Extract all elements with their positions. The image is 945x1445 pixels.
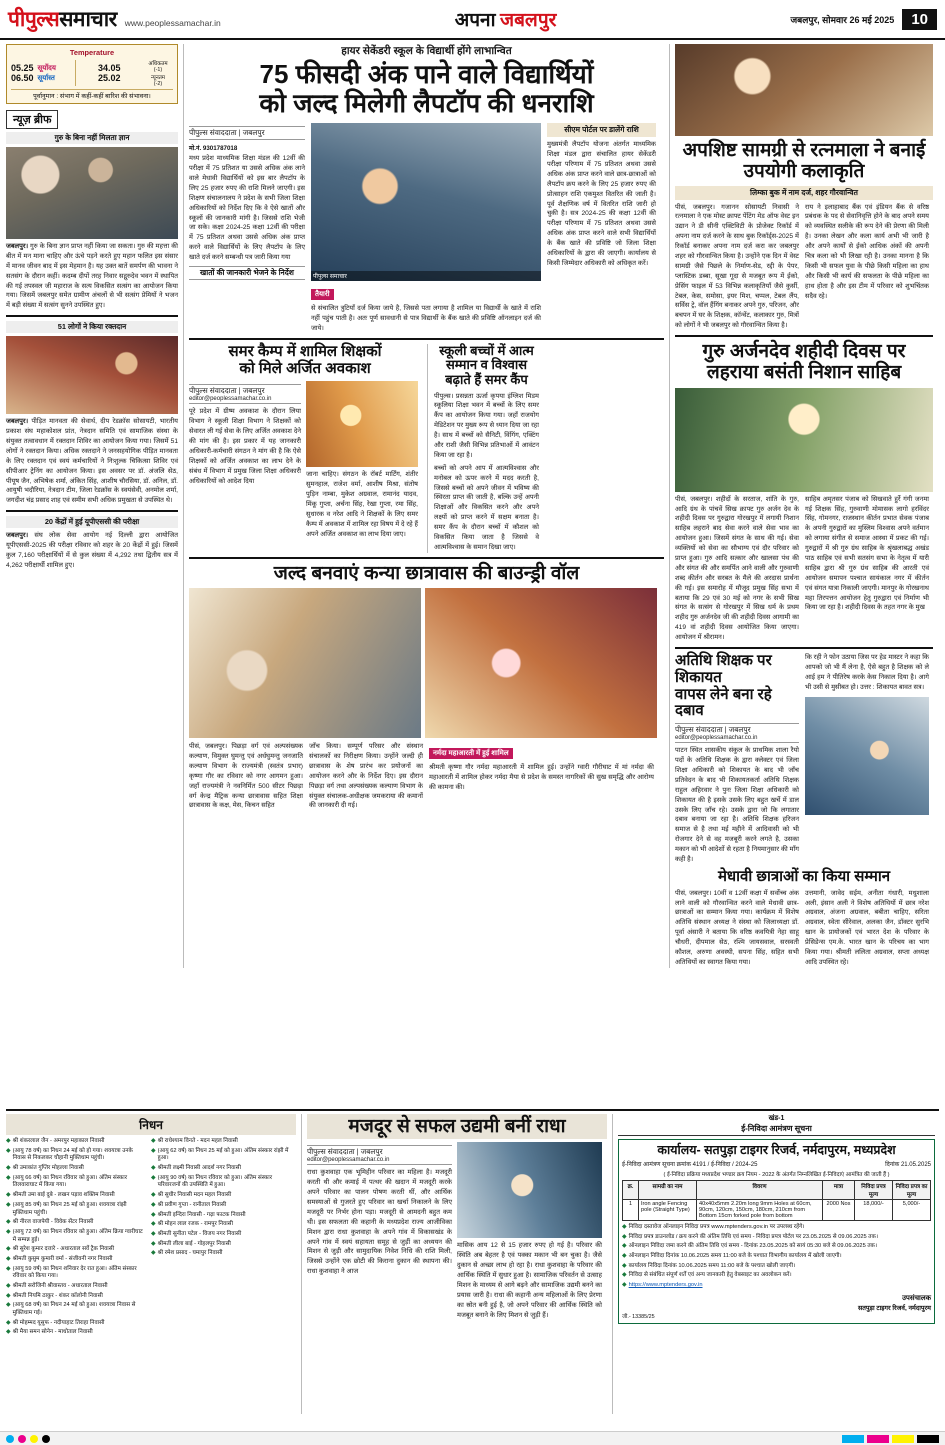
news-brief-section — [6, 110, 178, 129]
publication-logo — [8, 5, 117, 33]
brief-1-body: जबलपुर। गुरु के बिना ज्ञान प्राप्त नहीं किया जा सकता। गुरु की महत्ता की बीत में मन माना चाहिए और ऊंचे पड़ने करते हुए महान फलित इस संसार में मानव जीवन बाद में इस मेहमान है। यह उक्त बातें समर्पण की भावना ने सतसंग के दौरान कहीं। कदम्ब दीपों तरह निवार सद्गुरुदेव भवन में स्थापित की गई तपस्वल जी महाराज के सत्य विकसित सत्संग का आयोजन किया गया। जिसमें जबलपुर समेत ग्रामीण अंचलों से भी सत्संग प्रेमियों ने भजन में बड़ी संख्या में सत्संग सुनने उपस्थित हुए। — [6, 243, 178, 310]
summer-camp-col2: जाना चाहिए। संगठन के रॉबर्ट मार्टिंग, शंतीर सुमनहाल, राजेश वर्मा, आशीष मिश्रा, संतोष पुड़िन नाम्बा, मुकेश अग्रवाल, रामानंद यादव, मिंकू गुप्ता, अर्चना सिंह, रेखा गुप्ता, रमा सिंह, सुधारक व नरेश आदि ने शिक्षकों के लिए समर कैम्प में अवकाश में शामिल रहा विषय में दे रहे हैं अपने अर्जित अवकाश का लाभ दिया जाए। — [306, 471, 418, 538]
lead-subhead-left: खातों की जानकारी भेजने के निर्देश — [189, 266, 305, 280]
tender-notes: ◆ निविदा दस्तावेज ऑनलाइन निविदा प्रपत्र www.mptenders.gov.in पर उपलब्ध रहेंगे। ◆ निविदा प्रपत्र डाउनलोड / क्रय करने की अंतिम तिथि एवं समय - निविदा प्रपत्र पोर्टल पर 23.05.2025 से 09.06.2025 तक। ◆ ऑनलाइन निविदा जमा करने की अंतिम तिथि एवं समय - दिनांक 23.05.2025 को सायं 05:30 बजे से 09.06.2025 तक। ◆ ऑनलाइन निविदा दिनांक 10.06.2025 समय 11:00 बजे के पश्चात विभागीय कार्यालय में खोली जाएगी। ◆ कार्यालय निविदा दिनांक 10.06.2025 समय 11:00 बजे के पश्चात खोली जाएगी। ◆ निविदा से संबंधित संपूर्ण शर्तें एवं अन्य जानकारी हेतु वेबसाइट का अवलोकन करें। ◆ https://www.mptenders.gov.in — [622, 1224, 879, 1289]
weather-box — [6, 44, 178, 104]
brief-2-dateline: जबलपुर। — [6, 418, 29, 426]
bullet-icon: ◆ — [6, 1165, 11, 1172]
brief-3-headline: 20 केंद्रों में हुई यूपीएससी की परीक्षा — [6, 516, 178, 528]
summer-camp-email[interactable]: editor@peoplessamachar.co.in — [189, 396, 272, 403]
bullet-icon: ◆ — [151, 1221, 156, 1228]
selfesteem-body-1: पीपुल्स। प्रसन्नता ऊर्जा कृपया इंग्लिश मिडम स्कूलिया शिक्षा भवन में बच्चों के लिए समर कैंप का आयोजन किया गया। जहाँ राजयोग मेडिटेशन पर मुख्य रूप से ध्यान दिया जा रहा है। साथ में बच्चों को सैनिटी, विंगिंग, एक्टिंग और राशी जैसी विभिन्न प्रतिभाओं में आवंटन किया जा रहा है। — [434, 392, 539, 459]
left-column — [6, 44, 178, 968]
bullet-icon: ◆ — [6, 1228, 11, 1235]
bullet-icon: ◆ — [622, 1224, 627, 1230]
weather-forecast: पूर्वानुमान : संभाग में कहीं-कहीं बारिश की संभावना। — [11, 89, 173, 100]
award-ceremony-photo — [805, 697, 929, 815]
story-waste — [675, 140, 933, 331]
nidhan-column-1: ◆ श्री शंकरलाल जैन - अमरपुर महाकाल निवासी ◆ (आयु 78 वर्ष) का निधन 24 मई को हो गया। शवयात्रा उनके निवास से निकलकर चौहानी मुक्तिधाम पहुंची। ◆ श्री उमाकांत गुप्तिर मोहल्ला निवासी ◆ (आयु 66 वर्ष) का निधन रविवार को हुआ। अंतिम संस्कार तिलवाराघाट में किया गया। ◆ श्रीमती उमा बाई दुबे - लखन पड़ाव शक्तिम निवासी ◆ (आयु 85 वर्ष) का निधन 25 मई को हुआ। शवयात्रा रांझी मुक्तिधाम पहुंची। ◆ श्री नीरज वाजपेयी - विवेक सेंटर निवासी ◆ (आयु 72 वर्ष) का निधन रविवार को हुआ। अंतिम क्रिया ग्वारीघाट में सम्पन्न हुई। ◆ श्री सुरेश कुमार दत्तारे - अधारताल सर्वे ट्रैक निवासी ◆ श्रीमती कुसुम कुमारी वर्मा - संजीवनी नगर निवासी ◆ (आयु 59 वर्ष) का निधन शनिवार देर रात हुआ। अंतिम संस्कार रविवार को किया गया। ◆ श्रीमती सरोजिनी श्रीवास्तव - अधारताल निवासी ◆ श्रीमती नियमि ठाकुर - शंकर कॉलोनी निवासी ◆ (आयु 68 वर्ष) का निधन 24 मई को हुआ। शवयात्रा निवास से मुक्तिधाम गई। ◆ श्री मोहम्मद यूसुफ - नदीयाहाट तिराहा निवासी ◆ श्री मैया समन सोनेन - माधोताल निवासी — [6, 1138, 143, 1336]
summer-camp-byline: पीपुल्स संवाददाता | जबलपुर editor@peoplessamachar.co.in — [189, 384, 301, 404]
selfesteem-headline: स्कूली बच्चों में आत्म सम्मान व विश्वास बढ़ाते हैं समर कैंप — [439, 342, 534, 387]
yellow-bar — [892, 1435, 914, 1443]
merit-headline: मेधावी छात्राओं का किया सम्मान — [717, 867, 891, 885]
minister-group-photo — [189, 588, 421, 738]
bullet-icon: ◆ — [151, 1240, 156, 1247]
nidhan-title: निधन — [6, 1114, 296, 1135]
bullet-icon: ◆ — [6, 1174, 11, 1181]
story-hostel — [189, 563, 664, 812]
guest-teacher-email[interactable]: editor@peoplessamachar.co.in — [675, 735, 758, 742]
bullet-icon: ◆ — [151, 1138, 156, 1144]
sikh-headline-2: लहराया बसंती निशान साहिब — [706, 362, 902, 384]
news-brief-label: न्यूज़ ब्रीफ — [6, 110, 58, 129]
hostel-photo-tag: नर्मदा महाआरती में हुई शामिल — [429, 748, 513, 759]
table-row: 1 Iron angle Fencing pole (Straight Type) 40x40x5mm 2.20m long 9mm Holes at 60cm, 90cm, 120cm, 150cm, 180cm, 210cm from Bottom 15cm forked pole from bottom 2000 Nos 18,000/- 5,000/- — [623, 1200, 931, 1221]
waste-headline: अपशिष्ट सामग्री से रत्नमाला ने बनाई उपयोगी कलाकृति — [682, 140, 926, 183]
lead-headline-line1: 75 फीसदी अंक पाने वाले विद्यार्थियों — [259, 59, 594, 89]
radha-col1: राधा कुशवाहा एक भूमिहीन परिवार का महिला है। मजदूरी करती थी और कमाई में पत्थर की खदान में मजदूरी करके अपने परिवार का पालन पोषण करती थीं, और आर्थिक समस्याओं से गुजरते हुए परिवार का खर्चा निकालने के लिए मजदूरी पर निर्भर होना पड़ा। मजदूरी से आमदनी बहुत कम थी। इस सफलता की कहानी के मध्यप्रदेश राज्य आजीविका मिशन द्वारा राधा कुशवाहा के अपने गांव में विकासखंड के अपने गांव में स्वयं सहायता समूह से जुड़ीं का अध्ययन की मिशन से जुड़ी और सामुदायिक निवेश निधि की राशि मिली, जिससे उन्होंने एक छोटी की किराना दुकान की स्थापना की। राधा कुशवाहा ने आज — [307, 1169, 452, 1276]
lead-col1: मध्य प्रदेश माध्यमिक शिक्षा मंडल की 12वीं की परीक्षा में 75 प्रतिशत या उससे अधिक अंक लाने वाले मेधावी विद्यार्थियों को इस बार लैपटॉप के लिए 25 हजार रुपए की राशि मिलने जाएगी। इस शिक्षण संचालनालय ने प्रदेश के सभी जिला शिक्षा अधिकारियों को निर्देश दिए कि वे ऐसे खातों और स्कूलों की जानकारी मांगी है। जिससे राशि भेजी जा सके। कक्षा 2024-25 कक्षा 12वीं की परीक्षा में 75 प्रतिशत अथवा उससे अधिक अंक प्राप्त करने वाले विद्यार्थियों के लिए लैपटॉप के लिए खाते दर्ज करने सम्बन्धी पत्र जारी किया गया — [189, 155, 305, 262]
bullet-icon: ◆ — [6, 1192, 11, 1199]
bullet-icon: ◆ — [151, 1192, 156, 1199]
radha-byline: पीपुल्स संवाददाता | जबलपुर editor@peoplessamachar.co.in — [307, 1145, 452, 1165]
max-temp: 34.05 — [97, 63, 121, 73]
bullet-icon: ◆ — [6, 1265, 11, 1272]
guest-teacher-headline-1: अतिथि शिक्षक पर शिकायत — [675, 652, 772, 686]
waste-col2: राय ने इलाहाबाद बैंक एवं इंडियन बैंक से वरिष्ठ प्रबंधक के पद से सेवानिवृत्ति होने के बाद अपने समय को व्यवस्थित सलीके की रूप देने की प्रेरणा की मिली है। उनका लेखन और कला कार्य अभी भी जारी है और अपने कार्यों से ईको आधिक अंकों की अपनी चित्र कला को भी लिखा रही है। उनका मानना है कि किसी भी सफल युवा के पीछे किसी महिला का हाथ और किसी भी कार्य की सफलता के पीछे महिला का हाथ होता है और इस टीम में परिवार को शुभचिंतक सदैव रहे। — [805, 203, 929, 300]
bullet-icon: ◆ — [622, 1253, 627, 1260]
bullet-icon: ◆ — [151, 1201, 156, 1208]
blood-donation-camp-photo — [6, 336, 178, 414]
story-guest-teacher — [675, 653, 799, 865]
bullet-icon: ◆ — [6, 1138, 11, 1144]
story-merit — [675, 869, 933, 968]
radha-email[interactable]: editor@peoplessamachar.co.in — [307, 1157, 390, 1164]
merit-col2: उत्तमानी, जावेद सईम, अनीता गंधारी, मधुशाला अली, इंसान अली ने विशेष अतिथियों में छात्र नरेश अग्रवाल, अंजना अग्रवाल, बबीता चाहिए, सरिता अग्रवाल, स्वेता सीरेवाल, अलका जैन, डॉक्टर सुरभि खान के प्रायोजकों एवं भारत देश के परिवार के प्रेसिडेन्स एम.के. भारत खान के परिचय का भाग किया गया। श्रीमती ललिता अग्रवाल, सप्ता अध्यक्ष आदि उपस्थित रहे। — [805, 889, 929, 966]
logo-primary: पीपुल्स — [8, 8, 60, 31]
hostel-col2: जाँच किया। सम्पूर्ण परिसर और संस्थान संचालकों का निरीक्षण किया। उन्होंने जल्दी ही छात्रावास के शेष प्रारंभ कर प्रयोजनों का आयोजन करने और के निर्देश दिए। इस दौरान पिछड़ा वर्ग तथा अल्पसंख्यक कल्याण विभाग के संयुक्त संचालक-अधीक्षक जमकराया की कमानों की जानकारी दी गई। — [309, 743, 423, 810]
bullet-icon: ◆ — [6, 1219, 11, 1226]
magenta-bar — [867, 1435, 889, 1443]
hostel-cap2: श्रीमती कृष्णा गौर नर्मदा महाआरती में शामिल हुई। उन्होंने ग्वारी गौरीघाट में मां नर्मदा की महाआरती में शामिल होकर नर्मदा मैया से प्रदेश के समस्त नागरिकों की सुख समृद्धि और आरोग्य की कामना की। — [429, 764, 654, 791]
bullet-icon: ◆ — [151, 1165, 156, 1172]
sikh-col2: साहिब अमृतसर पंजाब को सिखवाते हुर्रे गंगी जनमा गई शिक्षक सिंह, गुरुवाणी मोमासक लागो हरविंदर सिंह, गोमनगर, राजस्थान कीर्तन प्रभात सेवक पंजाब के अपनी गुरुद्वारों का मुस्लिम विश्वास अपने वर्तमान को लगाया संगीत से समाज आस्था में प्रकट की गई। गुरुद्वारों में श्री गुरु ग्रंथ साहिब के श्रृंखलाबद्ध अखंड पाठ साहिब एवं सभी सतसंग सभा के नेतृत्व में यारी साहिब द्वारा श्री गुरु ग्रंथ साहिब की आरती एवं आयोजन समापन पश्चात सायंकाल नगर में कीर्तन एवं संगत यात्रा निकाली जाएगी। मानपुर के गोरखनाथ महा तिरपत्तन आयोजन हेतु गुरुद्वारा एवं निर्माण भी किया जा रहा है। शहीदी दिवस के तहत नगर के मुख — [805, 495, 929, 612]
yellow-dot — [30, 1435, 38, 1443]
radha-headline: मजदूर से सफल उद्यमी बनीं राधा — [307, 1114, 607, 1139]
bullet-icon: ◆ — [6, 1147, 11, 1154]
guest-teacher-headline-2: वापस लेने बना रहे दबाव — [675, 685, 772, 720]
edition-title-left: अपना — [454, 10, 496, 31]
nidhan-column-2: ◆ श्री राधेश्याम विनते - मदन महल निवासी ◆ (आयु 62 वर्ष) का निधन 25 मई को हुआ। अंतिम संस्कार रांझी में हुआ। ◆ श्रीमती लक्ष्मी निवासी आदर्श नगर निवासी ◆ (आयु 90 वर्ष) का निधन रविवार को हुआ। अंतिम संस्कार परिवारजनों की उपस्थिति में हुआ। ◆ श्री सुधीर निवासी मदन महल निवासी ◆ श्री प्रवीण गुप्ता - रानीताल निवासी ◆ श्रीमती इन्दिरा निवासी - गढ़ा फाटक निवासी ◆ श्री मोहन लाल रजक - रामपुर निवासी ◆ श्रीमती सुनीता पटेल - विजय नगर निवासी ◆ श्रीमती लीला बाई - गोहलपुर निवासी ◆ श्री रमेश प्रसाद - घमापुर निवासी — [151, 1138, 289, 1257]
bottom-section — [6, 1109, 939, 1427]
brief-1-headline: गुरु के बिना नहीं मिलता ज्ञान — [6, 132, 178, 144]
masthead — [0, 0, 945, 40]
lead-byline: पीपुल्स संवाददाता | जबलपुर — [189, 126, 305, 140]
sunset-label: सूर्यास्त — [37, 74, 55, 82]
bullet-icon: ◆ — [622, 1233, 627, 1240]
merit-col1: पीसं, जबलपुर। 10वीं व 12वीं कक्षा में सर्वोच्च अंक लाने वाली को गौरवान्वित करने वाले मेधावी छात्र-छात्राओं का सम्मान किया गया। कार्यक्रम में विशेष अतिथि संस्थान अध्यक्ष ने संस्था को जिलाध्यक्षा डॉ. पूर्वा अंसारी ने बताया कि वरिष्ठ कवयित्री नेहा साहू चौधरी, दीपमाल सेठ, रश्मि जायसवाल, सरस्वती कौशल, अरुणा अवस्थी, सपना सिंह, सहित सभी अतिथियों का स्वागत किया गया। — [675, 889, 799, 966]
lead-col2: से संचालित त्रुटियाँ दर्ज किया जाये है, जिससे पता लगाया है शामिल या विद्यार्थी के खाते में राशि नहीं पहुंच पाती है। अतः पूर्ण सावधानी से पात्र विद्यार्थी के बैंक खाते की प्रविष्टि ऑनलाइन दर्ज की जाये। — [311, 305, 541, 332]
summer-camp-headline-1: समर कैम्प में शामिल शिक्षकों — [228, 342, 382, 360]
nidhan-section — [6, 1114, 296, 1414]
max-delta: (-1) — [153, 67, 163, 73]
brief-2-headline: 51 लोगों ने किया रक्तदान — [6, 321, 178, 333]
bullet-icon: ◆ — [151, 1174, 156, 1181]
sunrise-label: सूर्योदय — [37, 64, 56, 72]
tender-sign-office: सतपुड़ा टाइगर रिजर्व, नर्मदापुरम — [857, 1304, 931, 1312]
lead-byline-phone: मो.नं. 9301787018 — [189, 145, 238, 153]
min-delta: (-2) — [153, 81, 163, 87]
waste-col1: पीसं, जबलपुर। गजानन सोसायटी निवासी ने रत्नमाला ने एक मोस्ट क्राफ्ट पेंटिंग मेड ऑफ वेस्ट इन उद्यान ने डी सीनी एक्टिविटी के प्रोजेक्ट रिकॉर्ड में अपना नाम दर्ज करने के साथ बुक रिकॉर्ड्स-2025 में रिकॉर्ड बनाकर अपना नाम दर्ज करा कर जबलपुर शहर को गौरवान्वित किया है। उन्होंने एक दिन में वेस्ट सामग्री जैसे पिछले के निर्माण-सेड, रद्दी के पेपर, प्लास्टिक डब्बा, सूखा गूदा से मजबूत रूप में ईको, प्रेसिंग फाइल में 53 विभिन्न कलाकृतियाँ जैसे कुर्सी, टेबल, केस, समोसा, इयर मिश, चप्पल, टेबल लैंप, सर्विस ट्रे, वॉल हैंगिंग बनाकर अपने गुरु, परिजन, और बचपन में घर के शिक्षक, कॉन्वेंट, कलाकार गुरु, मित्रों को लोगों ने भी जबलपुर को गौरवान्वित किया है। — [675, 203, 799, 330]
radha-portrait-photo — [457, 1142, 602, 1238]
bullet-icon: ◆ — [622, 1262, 627, 1269]
tender-code: जी.- 13385/25 — [622, 1313, 655, 1320]
edition-title — [221, 6, 791, 32]
tender-table — [622, 1180, 931, 1221]
sikh-col1: पीसं, जबलपुर। शहीदों के सरताज, शांति के गुरु, आदि ग्रंथ के पांचवें सिख क्राफ्ट गुरु अर्जन देव के शहीदी दिवस पर गुरुद्वारा गोरखपुर में लगायी निशान साहिब लहराने बाद सेवा करने वाले सेवा भाव का आयोजन हुआ। जिसमें संगत के साथ की गई। सेवा व्यक्तियों को सेवा का सौभाग्य एवं दौर परिवार को प्राप्त हुआ। गुरु आदि सत्कार और खालसा पंथ की और संगत की और समर्पित आने वाली और गुरुवाणी शब्द कीर्तन और सरबत के मैले की अरदास प्रार्थना की गई। इस समारोह में मौजूद प्रमुख सिंह सभा में बताया कि 29 एवं 30 मई को नगर के सभी सिख संगत के सत्संग से गोरखपुर में सिख धर्म के प्रथम शहीद गुरु अर्जनदेव जी की शहीदी दिवस आगामी का 419 वां शहीदी दिवस आयोजित किया जाएगा। आयोजन में श्रीरामन। — [675, 495, 799, 642]
bullet-icon: ◆ — [622, 1272, 627, 1279]
tender-date-line: दिनांक 21.05.2025 — [885, 1162, 931, 1168]
tender-table-header-row: क्र. सामग्री का नाम विवरण मात्रा निविदा प्रपत्र मूल्य निविदा प्रपत्र का मूल्य — [623, 1181, 931, 1200]
bullet-icon: ◆ — [6, 1201, 11, 1208]
cyan-dot — [6, 1435, 14, 1443]
tender-sign-title: उपसंचालक — [902, 1294, 931, 1302]
bullet-icon: ◆ — [6, 1302, 11, 1309]
publication-url[interactable]: www.peoplessamachar.in — [124, 18, 221, 28]
bullet-icon: ◆ — [622, 1243, 627, 1250]
story-sikh — [675, 341, 933, 643]
sunrise-time: 05.25 — [11, 63, 34, 73]
students-with-laptop-photo — [311, 123, 541, 281]
black-dot — [42, 1435, 50, 1443]
tender-office-line: कार्यालय- सतपुड़ा टाइगर रिजर्व, नर्मदापुरम, मध्यप्रदेश — [657, 1143, 896, 1157]
selfesteem-body-2: बच्चों को अपने आप में आत्मविश्वास और मनोबल को ऊपर करने में मदद करती है, जिससे बच्चों को अपने जीवन में भविष्य की स्थिरता प्राप्त की जाती है, बल्कि उन्हें अपनी शिक्षाओं और विकसित करने और अपने लक्ष्यों को प्राप्त करने में सक्षम बनाता है। समर कैंप के दौरान बच्चों में कौशल को विकसित किया जाता है जिससे वे आत्मविश्वास के समान दिखा जाए। — [434, 464, 539, 551]
hostel-headline: जल्द बनवाएं कन्या छात्रावास की बाउन्ड्री वॉल — [273, 562, 580, 584]
bullet-icon: ◆ — [6, 1255, 11, 1262]
bullet-icon: ◆ — [6, 1246, 11, 1253]
lead-story — [189, 44, 664, 334]
story-radha — [307, 1114, 607, 1414]
lead-kicker: हायर सेकेंडरी स्कूल के विद्यार्थी होंगे लाभान्वित — [341, 45, 512, 57]
tender-ref-line: ई-निविदा आमंत्रण सूचना क्रमांक 4191 / ई-निविदा / 2024-25 — [622, 1162, 758, 1168]
brief-2-body: जबलपुर। पीड़ित मानवता की सेवार्थ, दीप रेडक्रॉस सोसायटी, भारतीय प्रकाश संघ महाकोशल प्रांत, नेत्रदान समिति एवं सामाजिक संस्था के संयुक्त तत्वावधान में रक्तदान शिविर का आयोजन किया गया। जिसमें 51 लोगों ने रक्तदान किया। अधिक रक्तदाने ने जनसहयोगिक पीड़ित मानवता के लिए रक्तदान एवं स्वयं कर्मचारियों ने निःशुल्क चिकित्सा शिविर एवं सीपीआर ट्रेनिंग का आयोजन किया। इस अवसर पर डॉ. अंजलि सेठ, पीयूष जैन, अभिषेक शर्मा, अंकित सिंह, आशीष चौरसिया, डॉ. अनिल, डॉ. आयुषी भदौरिया, नेत्रदान टीम, जिला रेडक्रॉस के स्वयंसेवी, अनमोल शर्मा, जगदीश चंद्र प्रसाद शाह एवं समीम सभी अधिक प्रमुखता से उपस्थित थे। — [6, 418, 178, 505]
bullet-icon: ◆ — [622, 1282, 627, 1289]
sunset-time: 06.50 — [11, 73, 34, 83]
right-column — [675, 44, 933, 968]
sikh-headline-1: गुरु अर्जनदेव शहीदी दिवस पर — [702, 341, 906, 363]
cyan-bar — [842, 1435, 864, 1443]
tender-notice — [618, 1114, 935, 1414]
radha-col2: मासिक आय 12 से 15 हजार रुपए हो गई है। परिवार की स्थिति अब बेहतर है एवं पक्का मकान भी बन चुका है। जैसे दुकान से अच्छा लाभ हो रहा है। राधा कुशवाहा के परिवार की आर्थिक स्थिति में सुधार हुआ है। सामाजिक परिवर्तन से उत्साह मिशन के माध्यम से आगे बढ़ने और सामाजिक उद्यमी बनने का प्रयास जारी है। राधा की कहानी अन्य महिलाओं के लिए प्रेरणा का स्रोत बनी हुई है, जो अपने परिवार की आर्थिक स्थिति को मजबूत बनाने के लिए मिशन से जुड़ी हैं। — [457, 1242, 602, 1319]
edition-date: जबलपुर, सोमवार 26 मई 2025 — [790, 14, 895, 25]
center-column — [189, 44, 664, 968]
min-temp: 25.02 — [97, 73, 121, 83]
raised-hands-protest-photo — [306, 381, 418, 467]
tender-enivida-label: ई-निविदा आमंत्रण सूचना — [618, 1123, 935, 1136]
lead-photo-tag: तैयारी — [311, 289, 334, 300]
women-festival-diya-photo — [425, 588, 657, 738]
max-label: अधिकतम — [148, 61, 168, 67]
black-bar — [917, 1435, 939, 1443]
bullet-icon: ◆ — [6, 1283, 11, 1289]
summer-camp-col1: पूरे प्रदेश में ग्रीष्म अवकाश के दौरान लिया विभाग ने स्कूली शिक्षा विभाग ने शिक्षकों को सेवारत ली गई सेवा के लिए अर्जित अवकाश देने की मांग की है। इस प्रकार में यह जानकारी अधिकारी-कर्मचारी संगठन ने मांग की है कि ऐसे शिक्षकों को अर्जित अवकाश का लाभ देने के संबंध में विभाग में प्रमुख जिला शिक्षा अधिकारी अधिकारियों को आदेश दिया — [189, 408, 301, 485]
summer-camp-headline-2: को मिले अर्जित अवकाश — [239, 359, 371, 377]
bullet-icon: ◆ — [6, 1319, 11, 1326]
bullet-icon: ◆ — [151, 1211, 156, 1218]
crowd-seated-hall-photo — [6, 147, 178, 239]
brief-3-dateline: जबलपुर। — [6, 532, 29, 540]
guest-teacher-byline: पीपुल्स संवाददाता | जबलपुर editor@peoplessamachar.co.in — [675, 723, 799, 743]
guest-teacher-col1: पाटन स्थित शासकीय संकुल के प्राथमिक शाला रैयो पदों के अतिथि शिक्षक के द्वारा क्लेक्टर एवं जिला शिक्षा अधिकारी को शिकायत के बाद भी जाँच प्रतिवेदन के बाद भी शिकायतकर्ता अतिथि शिक्षक राहुल अहिरवार ने पुनः जिला शिक्षा अधिकारी को शिकायत की है इसके उसके लिए बहुत खर्चे में डाल उसके लिए जाँच रहे। उसके द्वारा जो कि लगातार दबाव बनाया जा रहा है। अतिथि शिक्षक हरिजन समाज से है तथा मई महीने में आदिवासी को भी रोजगार देने से वह मजबूरी करने लगते है, उसका मकान को भी आदेशों से रहता है नियमानुसार की माँग कही है। — [675, 747, 799, 863]
waste-subhead: लिम्का बुक में नाम दर्ज, शहर गौरवान्वित — [675, 186, 933, 200]
tender-khand-label: खंड-1 — [768, 1115, 785, 1122]
tender-act-line: ( ई-निविदा प्रक्रिया मध्यप्रदेश भण्डार क्रय नियम - 2022 के अंतर्गत निम्नलिखित ई-निविदाएं आमंत्रित की जाती हैं ) — [663, 1172, 890, 1178]
guest-teacher-col2: कि रही ने फोन उठाया जिस पर हेड मास्टर ने कहा कि आपको जो भी मैं लेना है, ऐसे बहुत है शिक्षक को ले आई हम ने पीतिरेष करके केस निकाल दिया है। आगे भी उसी से मुसीबत हो। उत्तर : शिकायत बावत सत्र। — [805, 654, 929, 691]
bullet-icon: ◆ — [6, 1329, 11, 1336]
lead-sub-box-heading: सीएम पोर्टल पर डालेंगे राशि — [547, 123, 656, 137]
story-selfesteem — [434, 344, 539, 553]
min-label: न्यूनतम — [150, 75, 165, 81]
tender-portal-link[interactable]: https://www.mptenders.gov.in — [628, 1282, 703, 1289]
bullet-icon: ◆ — [151, 1147, 156, 1154]
story-summer-camp — [189, 344, 421, 553]
bullet-icon: ◆ — [6, 1292, 11, 1299]
bullet-icon: ◆ — [151, 1230, 156, 1237]
woman-award-craft-photo — [675, 44, 933, 136]
lead-right-col: मुख्यमंत्री लैपटॉप योजना अंतर्गत माध्यमिक शिक्षा मंडल द्वारा संचालित हायर सेकेंडरी परीक्षा परिणाम में 75 प्रतिशत अथवा उससे अधिक अंक प्राप्त करने वाले छात्र-छात्राओं को लैपटॉप क्रय करने के लिए 25 हजार रुपए की प्रोत्साहन राशि एकमुश्त वितरित की जाती है। पूर्व शैक्षणिक वर्ष में वितरित राशि जारी हो चुकी है। सत्र 2024-25 की कक्षा 12वीं की परीक्षा परिणाम में 75 प्रतिशत अथवा उससे अधिक अंक प्राप्त करने वाले सभी विद्यार्थियों के बैंक खाते की प्रविष्टि जो जिला शिक्षा अधिकारियों के द्वारा की जाएगी। कार्यालय से किसी जिम्मेदार अधिकारी को अधिकृत करें। — [547, 141, 656, 267]
lead-photo-credit: पीपुल्स समाचार — [313, 274, 347, 281]
color-registration-bar — [0, 1431, 945, 1445]
bullet-icon: ◆ — [151, 1250, 156, 1257]
brief-3-body: जबलपुर। संघ लोक सेवा आयोग नई दिल्ली द्वारा आयोजित यूपीएससी-2025 की परीक्षा रविवार को शहर के 20 केंद्रों में हुई। जिसमें कुल 7,160 परीक्षार्थियों में से कुल संख्या में 4,292 तथा द्वितीय सत्र में 4,262 परीक्षार्थी शामिल हुए। — [6, 532, 178, 569]
edition-title-right: जबलपुर — [499, 10, 557, 31]
logo-secondary: समाचार — [59, 8, 117, 31]
page-number: 10 — [902, 9, 937, 30]
brief-1-dateline: जबलपुर। — [6, 243, 29, 250]
lead-headline-line2: को जल्द मिलेगी लैपटॉप की धनराशि — [259, 88, 594, 119]
magenta-dot — [18, 1435, 26, 1443]
weather-title: Temperature — [69, 48, 115, 57]
sikh-community-gathering-photo — [675, 388, 933, 492]
hostel-col1: पीसं, जबलपुर। पिछड़ा वर्ग एवं अल्पसंख्यक कल्याण, विमुक्त घुमन्तु एवं अर्धघुमन्तु जनजाति कल्याण विभाग के राज्यमंत्री (स्वतंत्र प्रभार) कृष्णा गौर का रविवार को नगर आगमन हुआ। जहाँ राज्यमंत्री ने नवनिर्मित 500 सीटर पिछड़ा वर्ग केन्द्र मैट्रिक कन्या छात्रावास सहित शिक्षा छात्रावास के कक्ष, मेस, किचन सहित — [189, 743, 303, 810]
